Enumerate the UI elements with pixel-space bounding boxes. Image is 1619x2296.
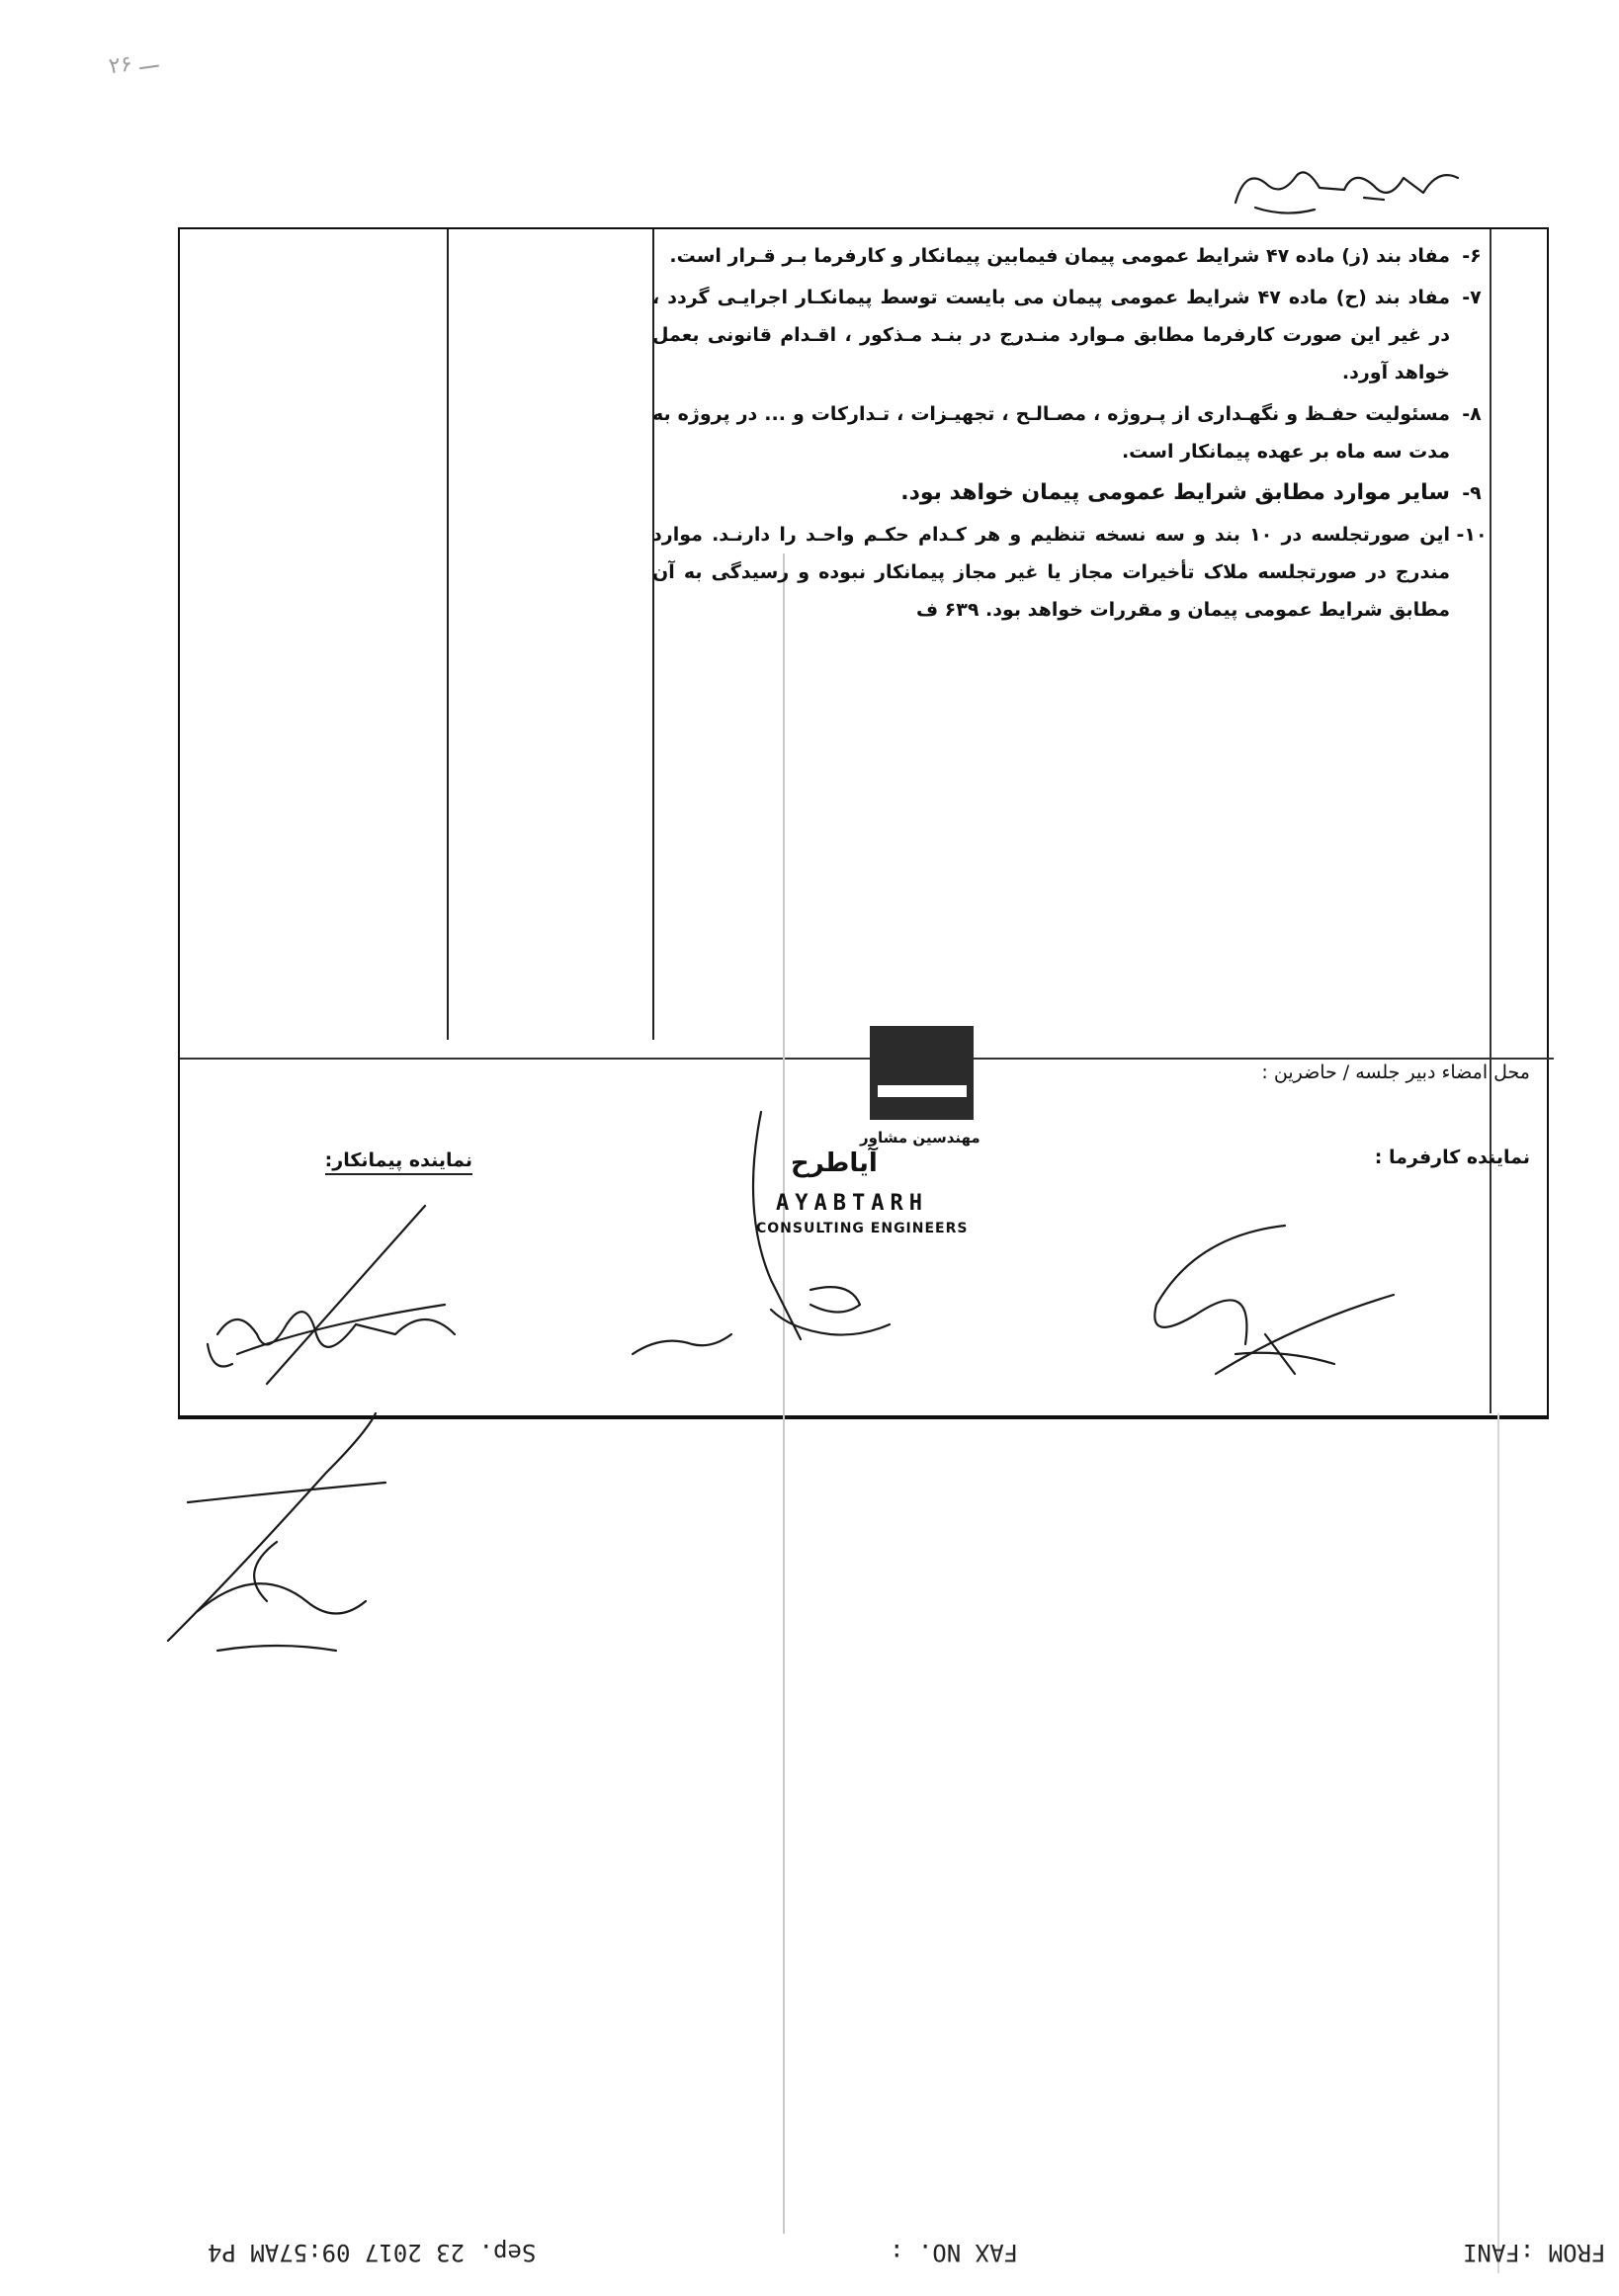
clause-text: مفاد بند (ز) ماده ۴۷ شرایط عمومی پیمان فیمابین پیمانکار و کارفرما بـر قـرار است.	[669, 245, 1450, 267]
fax-date: Sep. 23 2017 09:57AM P4	[208, 2239, 537, 2266]
fax-number: FAX NO. :	[890, 2239, 1019, 2266]
employer-signature	[1137, 1216, 1413, 1384]
stamp-logo	[870, 1026, 974, 1120]
clause-text: مسئولیت حفـظ و نگهـداری از پـروژه ، مصـالـح ، تجهیـزات ، تـدارکات و ... در پروژه به مدت سه ماه بر عهده پیمانکار است.	[652, 403, 1450, 463]
clause-text: سایر موارد مطابق شرایط عمومی پیمان خواهد بود.	[900, 480, 1450, 505]
clause-number: ۹-	[1462, 482, 1482, 504]
scan-artifact-line	[1497, 1413, 1499, 2273]
attendees-signature-label: محل امضاء دبیر جلسه / حاضرین :	[1261, 1062, 1530, 1083]
clause-item	[652, 474, 1488, 512]
page-note-handwriting	[1226, 148, 1468, 227]
clause-number: ۶-	[1462, 245, 1482, 267]
employer-representative-label: نماینده کارفرما :	[1374, 1147, 1530, 1168]
margin-signature	[158, 1413, 445, 1660]
clause-item	[652, 279, 1488, 391]
stamp-en-line2: CONSULTING ENGINEERS	[756, 1221, 969, 1236]
column-divider	[447, 229, 449, 1040]
clause-item	[652, 395, 1488, 470]
scan-mark: ـــ ۲۶	[107, 47, 160, 80]
column-divider	[1490, 229, 1491, 1413]
contractor-signature	[198, 1186, 554, 1403]
clause-number: ۱۰-	[1456, 524, 1488, 546]
stamp-fa-line2: آیاطرح	[791, 1148, 878, 1178]
clause-item	[652, 237, 1488, 275]
clause-number: ۷-	[1462, 287, 1482, 308]
clauses-list	[652, 237, 1488, 633]
clause-number: ۸-	[1462, 403, 1482, 425]
fax-from: FROM :FANI	[1463, 2239, 1606, 2266]
contractor-representative-label: نماینده پیمانکار:	[325, 1149, 472, 1175]
clause-text: مفاد بند (ح) ماده ۴۷ شرایط عمومی پیمان می بایست توسط پیمانکـار اجرایـی گردد ، در غیر این صورت کارفرما مطابق مـوارد منـدرج در بنـد مـذکور ، اقـدام قانونی بعمل خواهد آورد.	[652, 287, 1450, 383]
clause-item	[652, 516, 1488, 629]
handwritten-page-note	[1226, 148, 1468, 227]
stamp-en-line1: AYABTARH	[776, 1191, 928, 1216]
scan-artifact-line	[783, 553, 785, 2234]
secretary-signature	[623, 1112, 899, 1369]
stamp-fa-line1: مهندسین مشاور	[860, 1129, 980, 1147]
clause-text: این صورتجلسه در ۱۰ بند و سه نسخه تنظیم و هر کـدام حکـم واحـد را دارنـد. موارد مندرج در صورتجلسه ملاک تأخیرات مجاز یا غیر مجاز پیمانکار نبوده و رسیدگی به آن مطابق شرایط عمومی پیمان و مقررات خواهد بود. ۶۳۹ ف	[652, 524, 1450, 621]
